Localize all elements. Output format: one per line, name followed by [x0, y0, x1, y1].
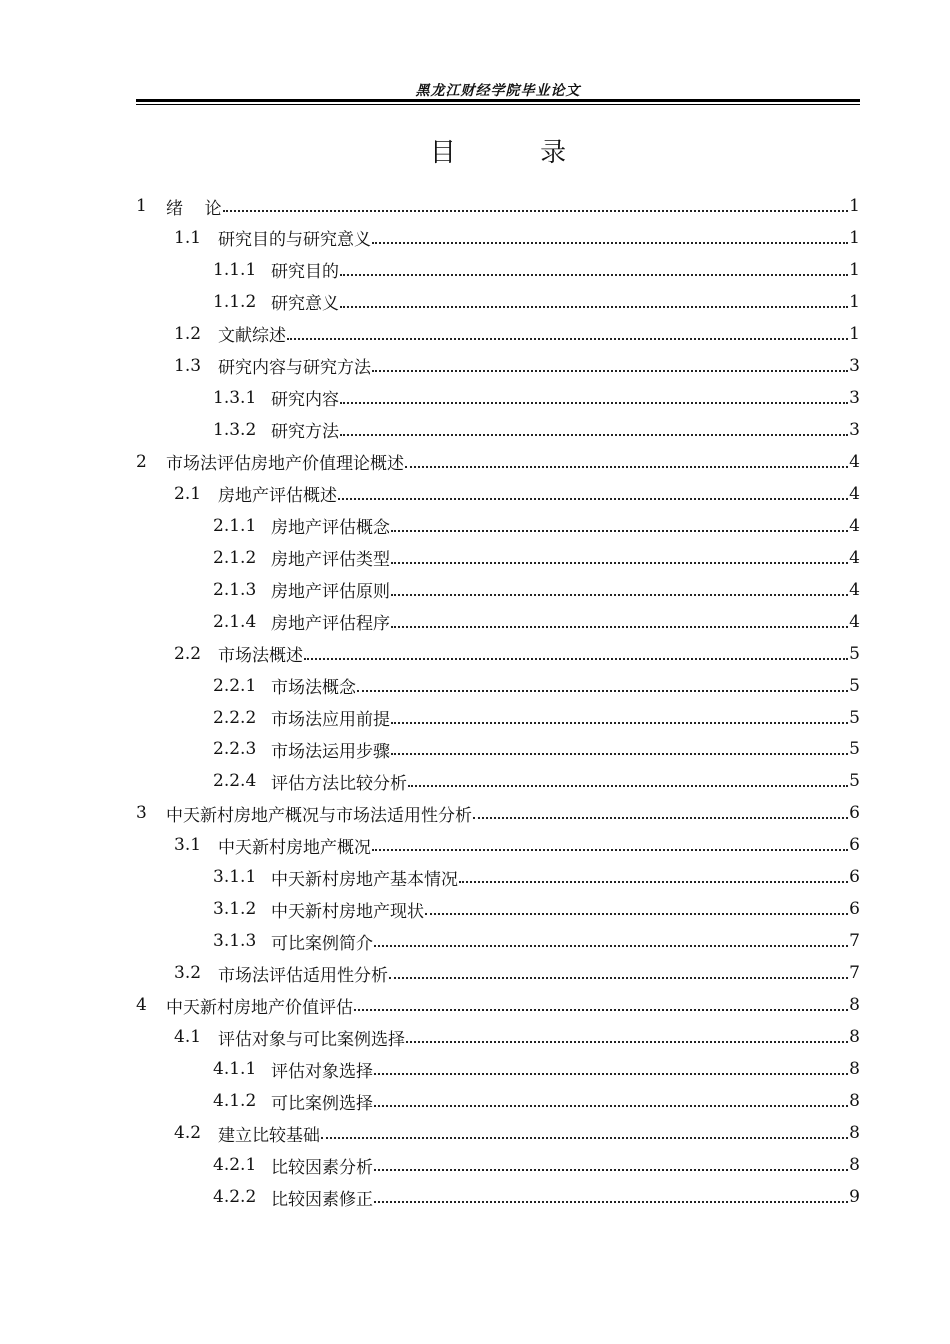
toc-entry[interactable]: [136, 1181, 860, 1213]
toc-entry-number: 2.2.2: [213, 707, 257, 728]
toc-entry-title: 房地产评估程序: [271, 614, 390, 635]
toc-entry[interactable]: [136, 350, 860, 382]
toc-dot-leader: [374, 1065, 848, 1075]
toc-entry-page: 1: [849, 291, 860, 312]
toc-entry-page: 7: [849, 963, 860, 984]
toc-entry[interactable]: [136, 254, 860, 286]
toc-entry-number: 3.1: [174, 835, 202, 856]
toc-entry-page: 8: [849, 1059, 860, 1080]
toc-entry-page: 5: [849, 739, 860, 760]
toc-entry-page: 4: [849, 483, 860, 504]
toc-entry-page: 6: [849, 867, 860, 888]
toc-entry-number: 2.1: [174, 483, 202, 504]
toc-entry-page: 3: [849, 387, 860, 408]
toc-entry[interactable]: [136, 222, 860, 254]
toc-entry-number: 4.2.1: [213, 1155, 257, 1176]
toc-entry-number: 2.1.2: [213, 547, 257, 568]
toc-entry[interactable]: [136, 286, 860, 318]
toc-entry-page: 5: [849, 707, 860, 728]
toc-entry-number: 4.2: [174, 1123, 202, 1144]
toc-entry-title: 市场法评估适用性分析: [218, 965, 388, 986]
toc-entry-title: 房地产评估原则: [271, 582, 390, 603]
toc-entry-number: 1.1.1: [213, 259, 257, 280]
toc-entry-number: 1.1.2: [213, 291, 257, 312]
page-header: 黑龙江财经学院毕业论文: [415, 83, 581, 99]
toc-dot-leader: [391, 618, 848, 628]
toc-entry-title: 可比案例简介: [271, 933, 373, 954]
toc-entry-title: 评估对象与可比案例选择: [218, 1029, 405, 1050]
toc-entry-page: 6: [849, 835, 860, 856]
toc-entry-number: 2.1.3: [213, 579, 257, 600]
toc-entry-title: 可比案例选择: [271, 1093, 373, 1114]
toc-entry[interactable]: [136, 861, 860, 893]
toc-entry[interactable]: [136, 510, 860, 542]
toc-dot-leader: [374, 1161, 848, 1171]
toc-entry[interactable]: [136, 190, 860, 222]
toc-entry-page: 3: [849, 355, 860, 376]
toc-entry[interactable]: [136, 670, 860, 702]
toc-entry-page: 8: [849, 1123, 860, 1144]
toc-dot-leader: [405, 458, 848, 468]
toc-entry[interactable]: [136, 829, 860, 861]
toc-entry-number: 3.1.2: [213, 899, 257, 920]
toc-entry-page: 8: [849, 995, 860, 1016]
toc-entry-page: 8: [849, 1091, 860, 1112]
toc-entry[interactable]: [136, 1149, 860, 1181]
toc-dot-leader: [374, 1193, 848, 1203]
toc-entry[interactable]: [136, 702, 860, 734]
toc-entry-number: 2: [136, 451, 147, 472]
toc-entry[interactable]: [136, 733, 860, 765]
toc-entry-page: 4: [849, 547, 860, 568]
toc-dot-leader: [372, 362, 848, 372]
toc-entry-title: 建立比较基础: [218, 1125, 320, 1146]
toc-entry-number: 2.2.3: [213, 739, 257, 760]
toc-entry[interactable]: [136, 382, 860, 414]
toc-entry-number: 1.3.2: [213, 419, 257, 440]
toc-dot-leader: [340, 298, 848, 308]
toc-entry-title: 市场法概述: [218, 646, 303, 667]
toc-dot-leader: [425, 905, 848, 915]
toc-entry-page: 5: [849, 675, 860, 696]
toc-entry-number: 4.2.2: [213, 1187, 257, 1208]
toc-entry[interactable]: [136, 478, 860, 510]
toc-dot-leader: [374, 1097, 848, 1107]
toc-dot-leader: [473, 809, 848, 819]
toc-entry[interactable]: [136, 797, 860, 829]
toc-entry-page: 5: [849, 771, 860, 792]
toc-entry-title: 研究内容与研究方法: [218, 358, 371, 379]
toc-entry[interactable]: [136, 414, 860, 446]
toc-entry[interactable]: [136, 957, 860, 989]
header-rule-thin: [136, 104, 860, 105]
toc-entry[interactable]: [136, 1053, 860, 1085]
toc-entry-page: 3: [849, 419, 860, 440]
toc-entry[interactable]: [136, 606, 860, 638]
toc-dot-leader: [304, 650, 848, 660]
toc-entry-title: 评估方法比较分析: [271, 773, 407, 794]
toc-dot-leader: [391, 745, 848, 755]
toc-entry-number: 3: [136, 803, 147, 824]
toc-entry[interactable]: [136, 318, 860, 350]
toc-dot-leader: [340, 426, 848, 436]
toc-entry-page: 4: [849, 579, 860, 600]
toc-entry-title: 研究内容: [271, 390, 339, 411]
toc-entry[interactable]: [136, 925, 860, 957]
toc-dot-leader: [459, 873, 848, 883]
toc-entry-title: 中天新村房地产基本情况: [271, 869, 458, 890]
toc-entry-number: 1.3: [174, 355, 202, 376]
toc-entry-title: 市场法运用步骤: [271, 741, 390, 762]
toc-dot-leader: [338, 490, 848, 500]
toc-dot-leader: [223, 202, 849, 212]
toc-entry-title: 比较因素分析: [271, 1157, 373, 1178]
toc-entry-page: 1: [849, 259, 860, 280]
toc-entry-title: 研究目的与研究意义: [218, 230, 371, 251]
toc-dot-leader: [406, 1033, 848, 1043]
toc-entry-page: 1: [849, 227, 860, 248]
toc-entry-title: 房地产评估概述: [218, 486, 337, 507]
toc-entry-number: 2.1.1: [213, 515, 257, 536]
toc-entry[interactable]: [136, 446, 860, 478]
toc-entry-page: 7: [849, 931, 860, 952]
toc-entry-number: 4.1: [174, 1027, 202, 1048]
toc-dot-leader: [372, 841, 848, 851]
toc-dot-leader: [391, 522, 848, 532]
toc-dot-leader: [357, 682, 848, 692]
toc-entry-number: 2.1.4: [213, 611, 257, 632]
toc-entry-page: 4: [849, 451, 860, 472]
toc-dot-leader: [372, 234, 848, 244]
toc-entry-number: 1: [136, 196, 147, 216]
toc-entry[interactable]: [136, 1117, 860, 1149]
toc-dot-leader: [354, 1001, 848, 1011]
toc-entry[interactable]: [136, 1021, 860, 1053]
toc-entry-title: 中天新村房地产现状: [271, 901, 424, 922]
toc-entry[interactable]: [136, 1085, 860, 1117]
toc-dot-leader: [391, 714, 848, 724]
toc-entry-title: 文献综述: [218, 326, 286, 347]
toc-entry-title: 市场法评估房地产价值理论概述: [166, 454, 404, 475]
toc-entry-title: 中天新村房地产概况与市场法适用性分析: [166, 805, 472, 826]
toc-entry-number: 4.1.1: [213, 1059, 257, 1080]
toc-dot-leader: [340, 394, 848, 404]
toc-title: 目 录: [429, 138, 605, 168]
toc-entry-page: 6: [849, 803, 860, 824]
toc-dot-leader: [340, 266, 848, 276]
toc-entry-title: 绪 论: [166, 198, 222, 219]
toc-entry-title: 中天新村房地产价值评估: [166, 997, 353, 1018]
toc-entry[interactable]: [136, 638, 860, 670]
toc-entry-title: 市场法概念: [271, 678, 356, 699]
toc-entry-number: 1.2: [174, 323, 202, 344]
toc-entry-title: 市场法应用前提: [271, 710, 390, 731]
toc-dot-leader: [321, 1129, 848, 1139]
toc-entry-title: 中天新村房地产概况: [218, 837, 371, 858]
header-rule-thick: [136, 99, 860, 102]
toc-entry-number: 3.1.1: [213, 867, 257, 888]
toc-dot-leader: [374, 937, 848, 947]
toc-entry-number: 2.2: [174, 643, 202, 664]
toc-entry-page: 9: [849, 1187, 860, 1208]
toc-entry-page: 8: [849, 1155, 860, 1176]
toc-entry[interactable]: [136, 765, 860, 797]
toc-entry[interactable]: [136, 574, 860, 606]
toc-dot-leader: [408, 777, 848, 787]
toc-dot-leader: [391, 586, 848, 596]
toc-entry-page: 4: [849, 515, 860, 536]
toc-entry-number: 1.1: [174, 227, 202, 248]
toc-entry-page: 6: [849, 899, 860, 920]
toc-entry-title: 比较因素修正: [271, 1189, 373, 1210]
toc-entry-number: 2.2.1: [213, 675, 257, 696]
toc-entry-number: 3.2: [174, 963, 202, 984]
toc-entry-number: 1.3.1: [213, 387, 257, 408]
toc-entry-page: 1: [849, 323, 860, 344]
toc-entry-number: 3.1.3: [213, 931, 257, 952]
toc-entry-number: 2.2.4: [213, 771, 257, 792]
toc-entry-title: 研究意义: [271, 294, 339, 315]
toc-entry-title: 房地产评估概念: [271, 518, 390, 539]
toc-dot-leader: [287, 330, 848, 340]
toc-entry[interactable]: [136, 989, 860, 1021]
toc-entry-title: 研究目的: [271, 262, 339, 283]
toc-entry-title: 评估对象选择: [271, 1061, 373, 1082]
toc-entry[interactable]: [136, 893, 860, 925]
toc-entry-title: 研究方法: [271, 422, 339, 443]
toc-entry-number: 4.1.2: [213, 1091, 257, 1112]
toc-dot-leader: [389, 969, 848, 979]
toc-entry-number: 4: [136, 995, 147, 1016]
toc-dot-leader: [391, 554, 848, 564]
toc-entry-page: 4: [849, 611, 860, 632]
toc-entry-page: 1: [849, 196, 860, 216]
toc-entry-title: 房地产评估类型: [271, 550, 390, 571]
toc-entry-page: 5: [849, 643, 860, 664]
toc-entry-page: 8: [849, 1027, 860, 1048]
toc-entry[interactable]: [136, 542, 860, 574]
